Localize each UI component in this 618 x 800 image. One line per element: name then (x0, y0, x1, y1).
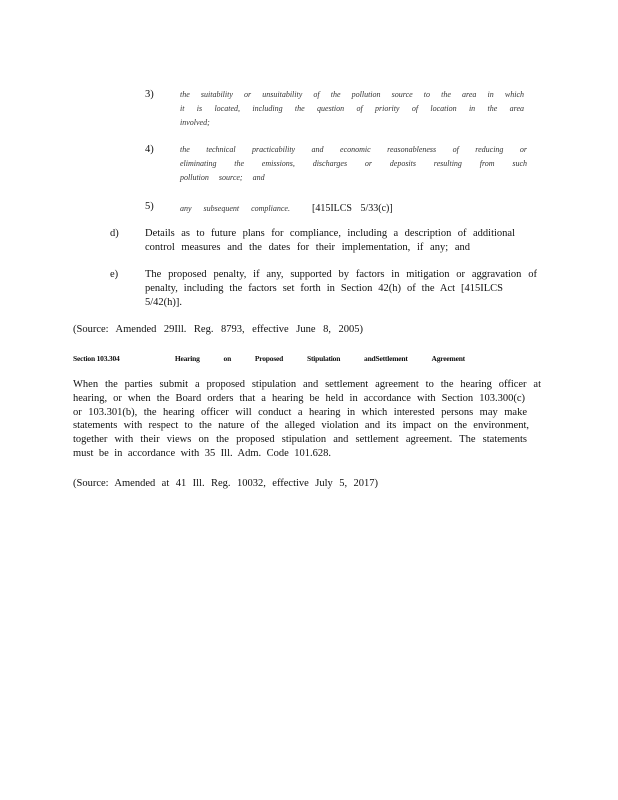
item-d-text (145, 227, 515, 255)
item-5-text (180, 200, 420, 216)
paragraph-line-5: together with their views on the proposed stipulation and settlement agreement. The statements (73, 434, 527, 446)
paragraph-line-6: must be in accordance with 35 Ill. Adm. Code 101.628. (73, 447, 331, 459)
item-4-number: 4) (145, 144, 154, 155)
paragraph-line-4: statements with respect to the nature of the alleged violation and its impact on the environment, (73, 420, 529, 432)
item-d-line-2: control measures and the dates for their implementation, if any; and (145, 241, 470, 253)
section-paragraph (73, 378, 541, 461)
item-3-line-1: the suitability or unsuitability of the pollution source to the area in which (180, 90, 524, 99)
item-d-letter: d) (110, 228, 119, 239)
item-e-letter: e) (110, 269, 119, 280)
item-d-line-1: Details as to future plans for compliance, including a description of additional (145, 228, 515, 239)
item-4-text (180, 143, 527, 185)
item-4-line-2: eliminating the emissions, discharges or deposits resulting from such (180, 159, 527, 168)
source-note-2: (Source: Amended at 41 Ill. Reg. 10032, effective July 5, 2017) (73, 478, 378, 489)
source-note-1: (Source: Amended 29Ill. Reg. 8793, effective June 8, 2005) (73, 324, 363, 335)
item-5-line-1: any subsequent compliance. (180, 204, 290, 213)
heading-word-1: Hearing (174, 354, 200, 363)
item-4-line-1: the technical practicability and economic reasonableness of reducing or (180, 145, 527, 154)
paragraph-line-3: or 103.301(b), the hearing officer will conduct a hearing in which interested persons may make (73, 406, 527, 418)
paragraph-line-1: When the parties submit a proposed stipulation and settlement agreement to the hearing officer at (73, 379, 541, 390)
item-3-number: 3) (145, 89, 154, 100)
heading-word-2: on (223, 354, 232, 363)
heading-word-4: Stipulation (306, 354, 341, 363)
item-3-line-2: it is located, including the question of priority of location in the area (180, 104, 524, 113)
item-e-line-3: 5/42(h)]. (145, 296, 183, 308)
item-5-number: 5) (145, 201, 154, 212)
section-heading (73, 354, 465, 363)
item-e-text (145, 268, 537, 309)
heading-word-6: Agreement (431, 354, 465, 363)
item-3-line-3: involved; (180, 118, 210, 127)
item-e-line-1: The proposed penalty, if any, supported by factors in mitigation or aggravation of (145, 269, 537, 280)
item-e-line-2: penalty, including the factors set forth in Section 42(h) of the Act [415ILCS (145, 282, 503, 294)
section-number: Section 103.304 (73, 354, 120, 363)
item-3-text (180, 88, 524, 130)
item-5-citation: [415ILCS 5/33(c)] (311, 203, 393, 214)
item-4-line-3: pollution source; and (180, 173, 265, 182)
heading-word-5: andSettlement (364, 354, 408, 363)
paragraph-line-2: hearing, or when the Board orders that a hearing be held in accordance with Section 103.300(c) (73, 392, 525, 404)
heading-word-3: Proposed (254, 354, 284, 363)
